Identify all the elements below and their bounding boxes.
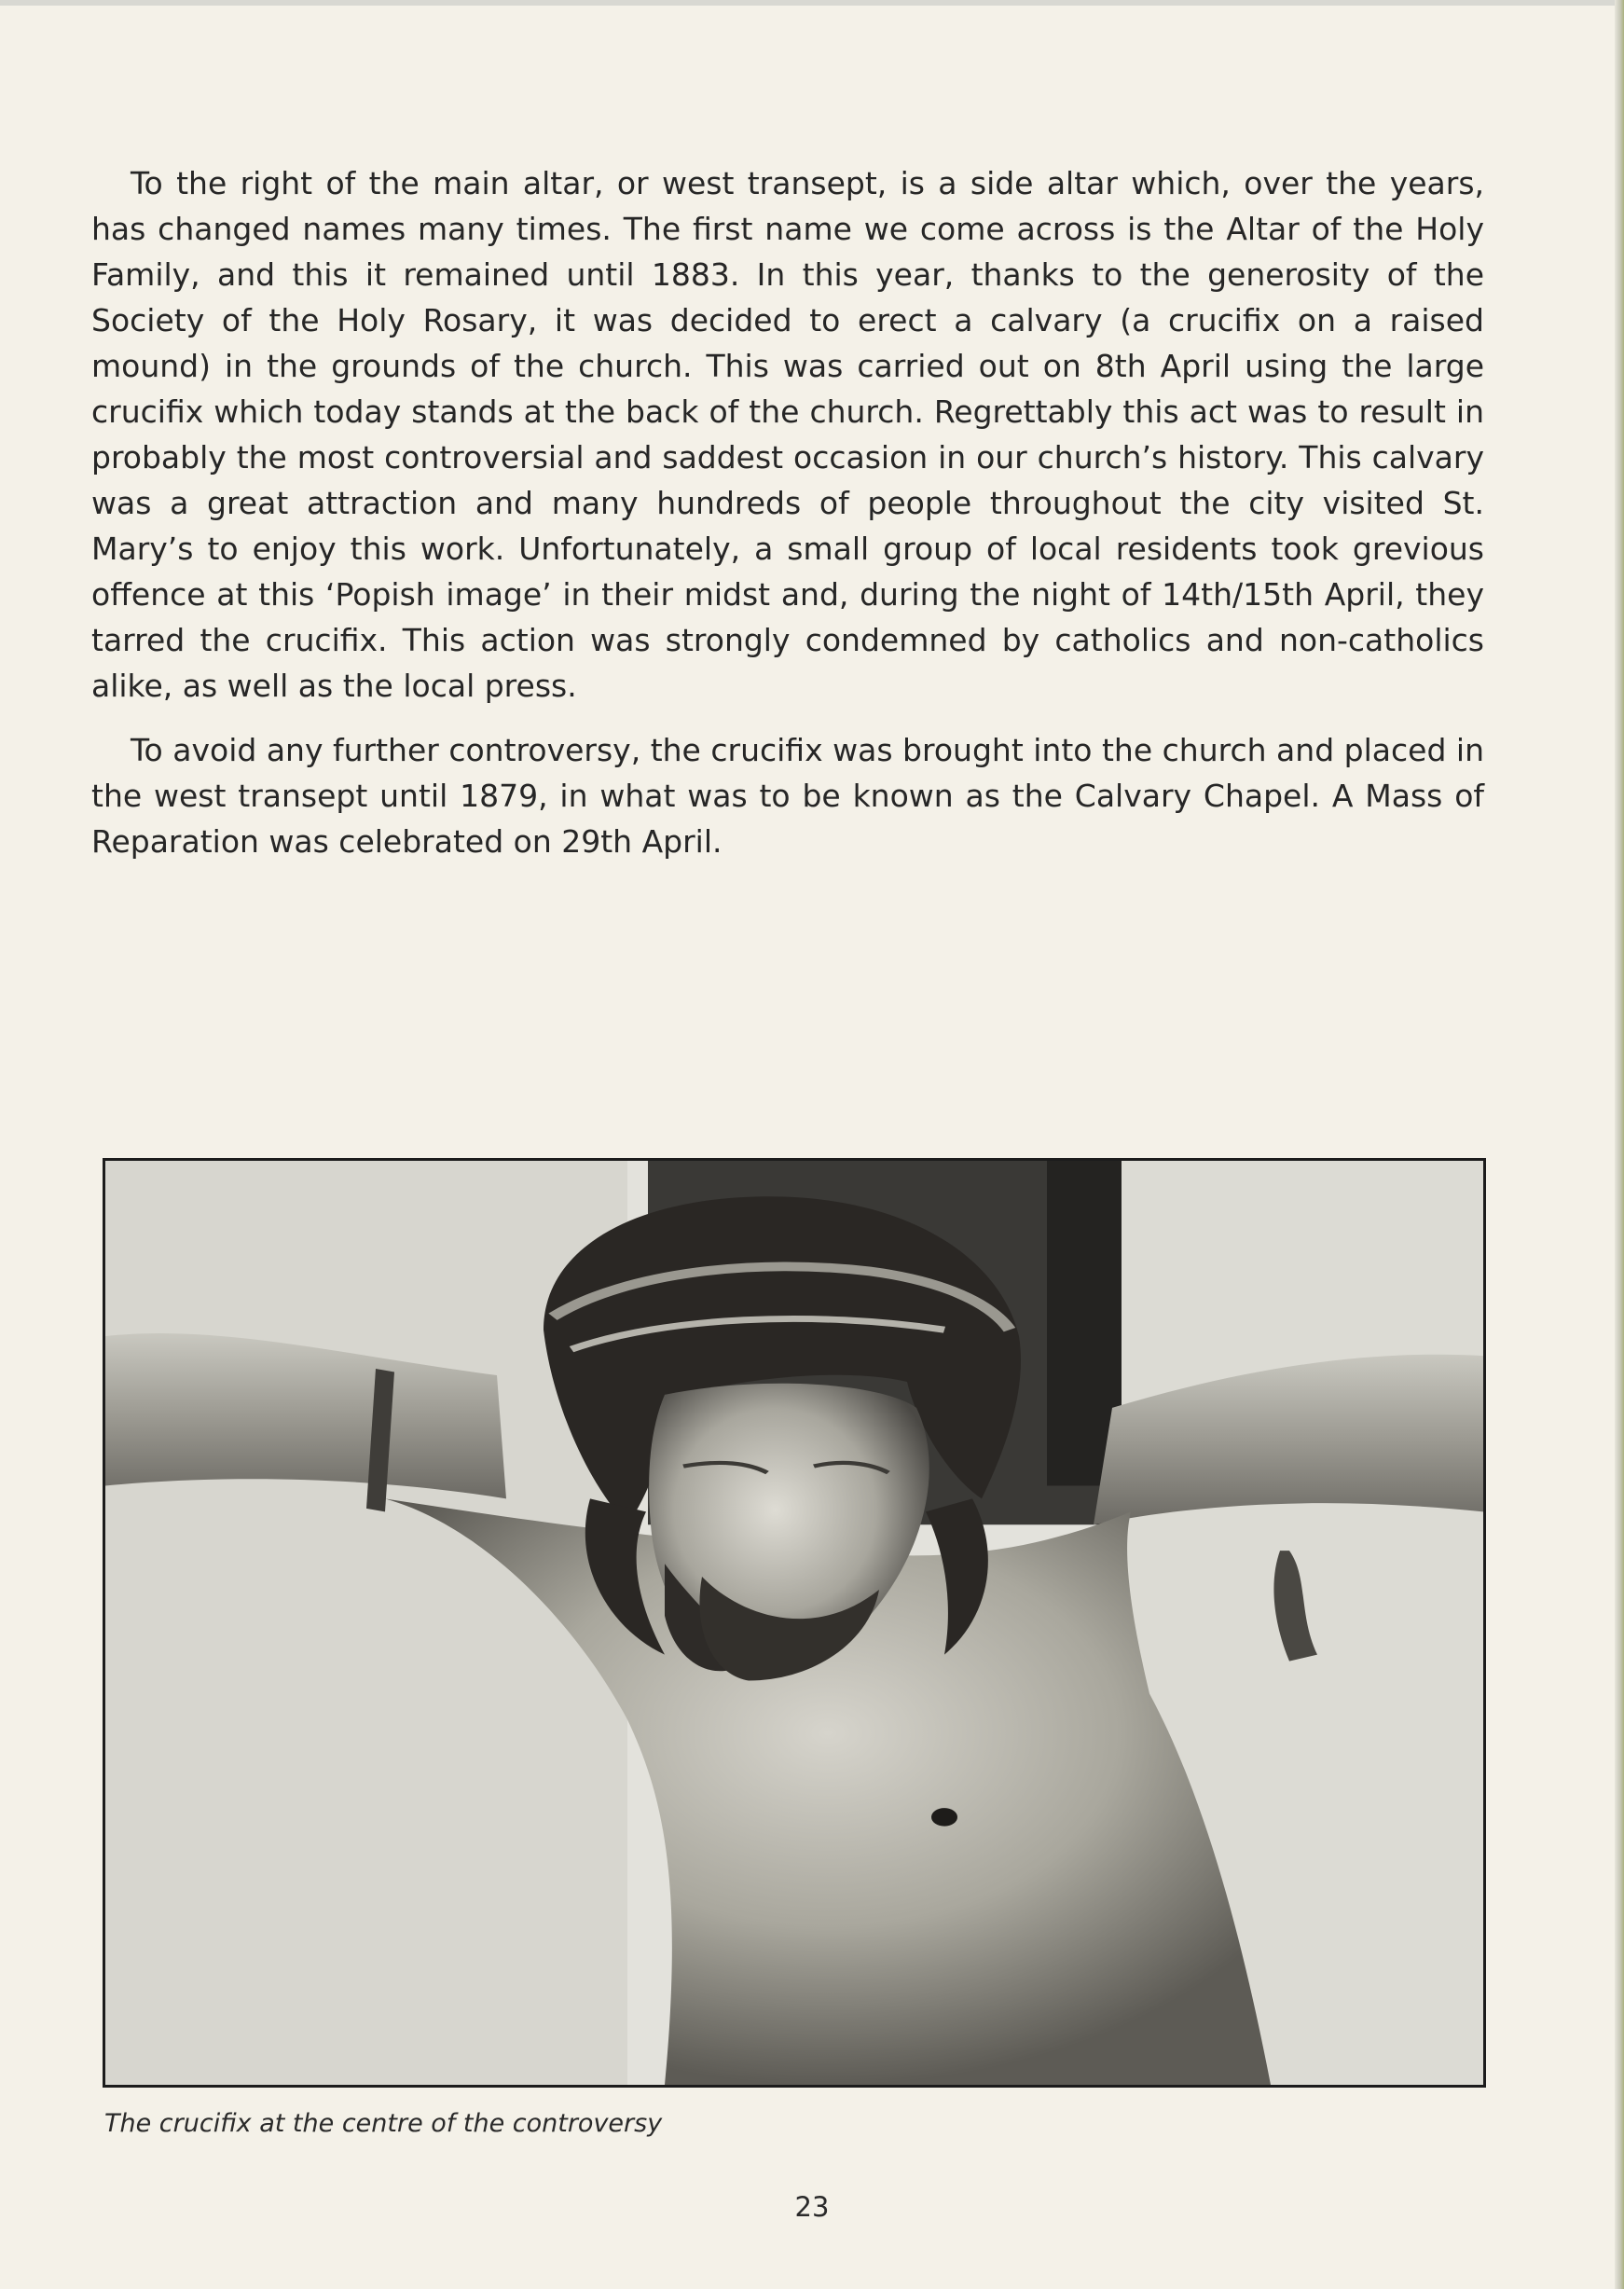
page-number: 23	[794, 2191, 830, 2223]
page-binding-edge	[1615, 0, 1624, 2289]
page-top-edge	[0, 0, 1624, 6]
paragraph-calvary-chapel: To avoid any further controversy, the crucifix was brought into the church and placed in the west transept until 1879, in what was to be known as the Calvary Chapel. A Mass of Reparation was celebrated on 29th April.	[91, 732, 1484, 860]
paragraph-side-altar: To the right of the main altar, or west transept, is a side altar which, over the years, has changed names many times. The first name we come across is the Altar of the Holy Family, and this it remained until 1883. In this year, thanks to the generosity of the Society of the Holy Rosary, it was decided to erect a calvary (a crucifix on a raised mound) in the grounds of the church. This was carried out on 8th April using the large crucifix which today stands at the back of the church. Regrettably this act was to result in probably the most controversial and saddest occasion in our church’s history. This calvary was a great attraction and many hundreds of people throughout the city visited St. Mary’s to enjoy this work. Unfortunately, a small group of local residents took grevious offence at this ‘Popish image’ in their midst and, during the night of 14th/15th April, they tarred the crucifix. This action was strongly condemned by catholics and non-catholics alike, as well as the local press.	[91, 165, 1484, 704]
body-text	[91, 160, 1484, 883]
crucifix-photo	[103, 1158, 1486, 2088]
photo-caption: The crucifix at the centre of the controversy	[104, 2109, 663, 2138]
